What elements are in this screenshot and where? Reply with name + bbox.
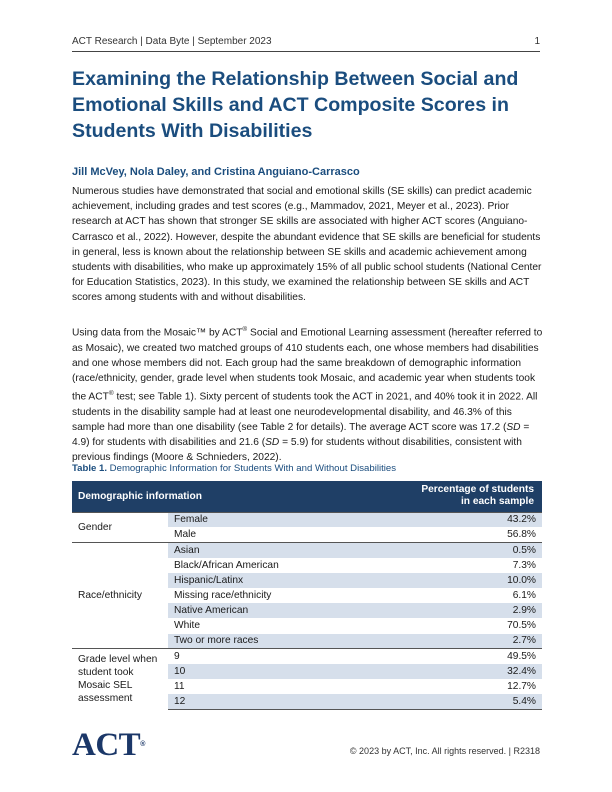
category-cell: Male bbox=[174, 529, 197, 541]
group-label: Gender bbox=[72, 512, 168, 542]
percentage-cell: 10.0% bbox=[368, 573, 542, 588]
header-text: ACT Research | Data Byte | September 2023 bbox=[72, 36, 272, 47]
percentage-cell: 5.4% bbox=[368, 694, 542, 709]
group-label: Grade level when student took Mosaic SEL assessment bbox=[72, 649, 168, 710]
page-title: Examining the Relationship Between Social and Emotional Skills and ACT Composite Scores in Students With Disabilities bbox=[72, 68, 519, 142]
intro-paragraph: Numerous studies have demonstrated that social and emotional skills (SE skills) can predict academic achievement, including grades and test scores (e.g., Mammadov, 2021, Meyer et al., 2023). Prior research at ACT has shown that stronger SE skills are associated with higher ACT scores (Anguiano-Carrasco et al., 2022). However, despite the abundant evidence that SE skills are beneficial for students in general, less is known about the relationship between SE skills and academic achievement among students with disabilities, who make up approximately 15% of all public school students (National Center for Education Statistics, 2023). In this study, we examined the relationship between SE skills and ACT scores among students with and without disabilities. bbox=[72, 186, 542, 304]
category-cell: Asian bbox=[168, 542, 368, 557]
percentage-cell: 0.5% bbox=[368, 542, 542, 557]
percentage-cell: 2.7% bbox=[368, 634, 542, 649]
methods-paragraph: Using data from the Mosaic™ by ACT® Social and Emotional Learning assessment (hereafter referred to as Mosaic), we created two matched groups of 410 students each, one whose members had disabilities and one whose members did not. Each group had the same breakdown of demographic information (race/ethnicity, gender, grade level when students took Mosaic, and academic year when students took the ACT® test; see Table 1). Sixty percent of students took the ACT in 2021, and 40% took it in 2022. All students in the disability sample had at least one neurodevelopmental disability, and 46.3% of this sample had more than one disability (see Table 2 for details). The average ACT score was 17.2 (SD = 4.9) for students with disabilities and 21.6 (SD = 5.9) for students without disabilities, consistent with previous findings (Moore & Schnieders, 2022). bbox=[72, 326, 543, 464]
group-label: Race/ethnicity bbox=[72, 542, 168, 648]
percentage-cell: 7.3% bbox=[512, 559, 536, 571]
category-cell: Missing race/ethnicity bbox=[174, 590, 272, 602]
running-header bbox=[72, 36, 540, 47]
table-row bbox=[72, 512, 542, 527]
category-cell: 9 bbox=[168, 649, 368, 664]
percentage-cell: 43.2% bbox=[368, 512, 542, 527]
category-cell: White bbox=[174, 620, 201, 632]
category-cell: 12 bbox=[168, 694, 368, 709]
table-row bbox=[72, 649, 542, 664]
header-divider bbox=[72, 51, 540, 52]
percentage-cell: 12.7% bbox=[507, 681, 536, 693]
table-body bbox=[72, 512, 542, 709]
percentage-cell: 70.5% bbox=[507, 620, 536, 632]
percentage-cell: 56.8% bbox=[507, 529, 536, 541]
category-cell: Hispanic/Latinx bbox=[168, 573, 368, 588]
category-cell: 11 bbox=[174, 681, 185, 693]
percentage-cell: 6.1% bbox=[512, 590, 536, 602]
page-number: 1 bbox=[534, 36, 540, 47]
percentage-cell: 2.9% bbox=[368, 603, 542, 618]
category-cell: Two or more races bbox=[168, 634, 368, 649]
copyright-footer: © 2023 by ACT, Inc. All rights reserved. | R2318 bbox=[349, 746, 540, 756]
table-header-row bbox=[72, 481, 542, 512]
percentage-cell: 49.5% bbox=[368, 649, 542, 664]
category-cell: Female bbox=[168, 512, 368, 527]
column-header-demographic: Demographic information bbox=[72, 481, 368, 512]
act-logo: ACT® bbox=[72, 727, 145, 763]
demographics-table bbox=[72, 481, 542, 710]
column-header-percentage: Percentage of students in each sample bbox=[368, 481, 542, 512]
category-cell: 10 bbox=[168, 664, 368, 679]
percentage-cell: 32.4% bbox=[368, 664, 542, 679]
category-cell: Native American bbox=[168, 603, 368, 618]
author-list: Jill McVey, Nola Daley, and Cristina Anguiano-Carrasco bbox=[72, 166, 360, 178]
category-cell: Black/African American bbox=[174, 559, 279, 571]
table-row bbox=[72, 542, 542, 557]
table-caption: Table 1. Demographic Information for Students With and Without Disabilities bbox=[72, 463, 397, 474]
